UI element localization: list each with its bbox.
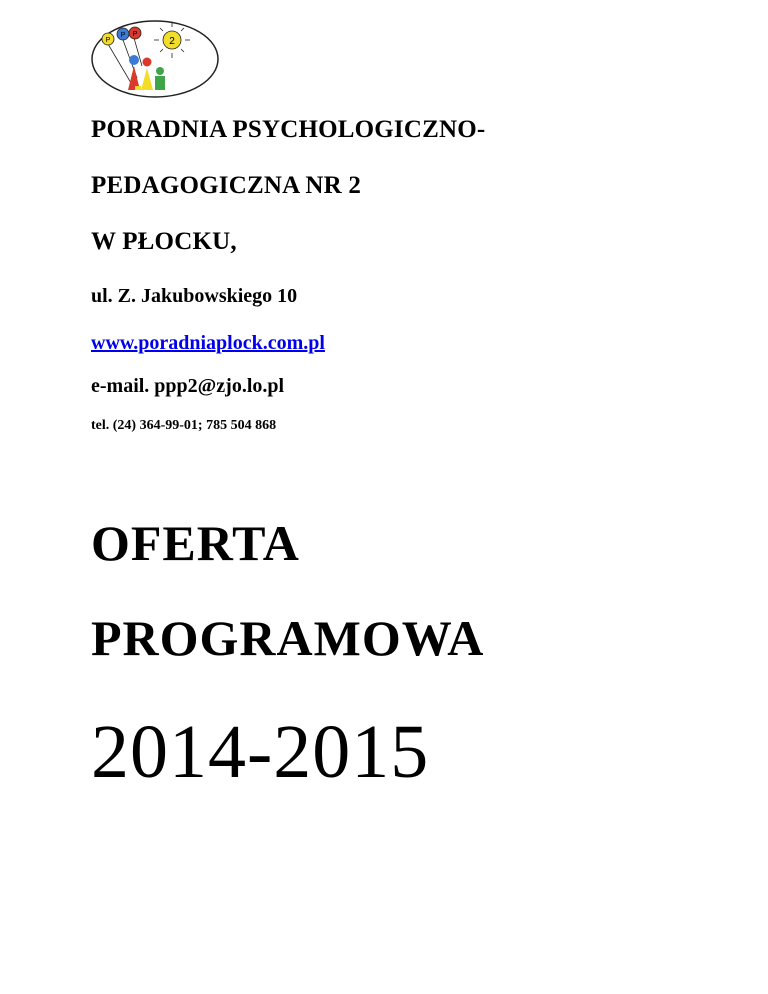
address: ul. Z. Jakubowskiego 10 [91,285,298,307]
website-link[interactable]: www.poradniaplock.com.pl [91,332,325,354]
org-name-line3: W PŁOCKU, [91,228,237,255]
balloon-p3-icon [129,27,141,39]
email: e-mail. ppp2@zjo.lo.pl [91,375,285,397]
balloon-letter: P [105,37,111,44]
title-years: 2014-2015 [91,710,430,794]
sun-number: 2 [169,36,175,47]
balloon-letter: P [132,31,138,38]
balloon-p1-icon [102,33,114,45]
balloon-p2-icon [117,28,129,40]
title-line1: OFERTA [91,515,300,571]
balloon-letter: P [120,32,126,39]
poradnia-logo [90,18,220,100]
org-name-line1: PORADNIA PSYCHOLOGICZNO- [91,116,486,143]
phone: tel. (24) 364-99-01; 785 504 868 [91,418,277,433]
org-name-line2: PEDAGOGICZNA NR 2 [91,172,362,199]
title-line2: PROGRAMOWA [91,610,485,666]
